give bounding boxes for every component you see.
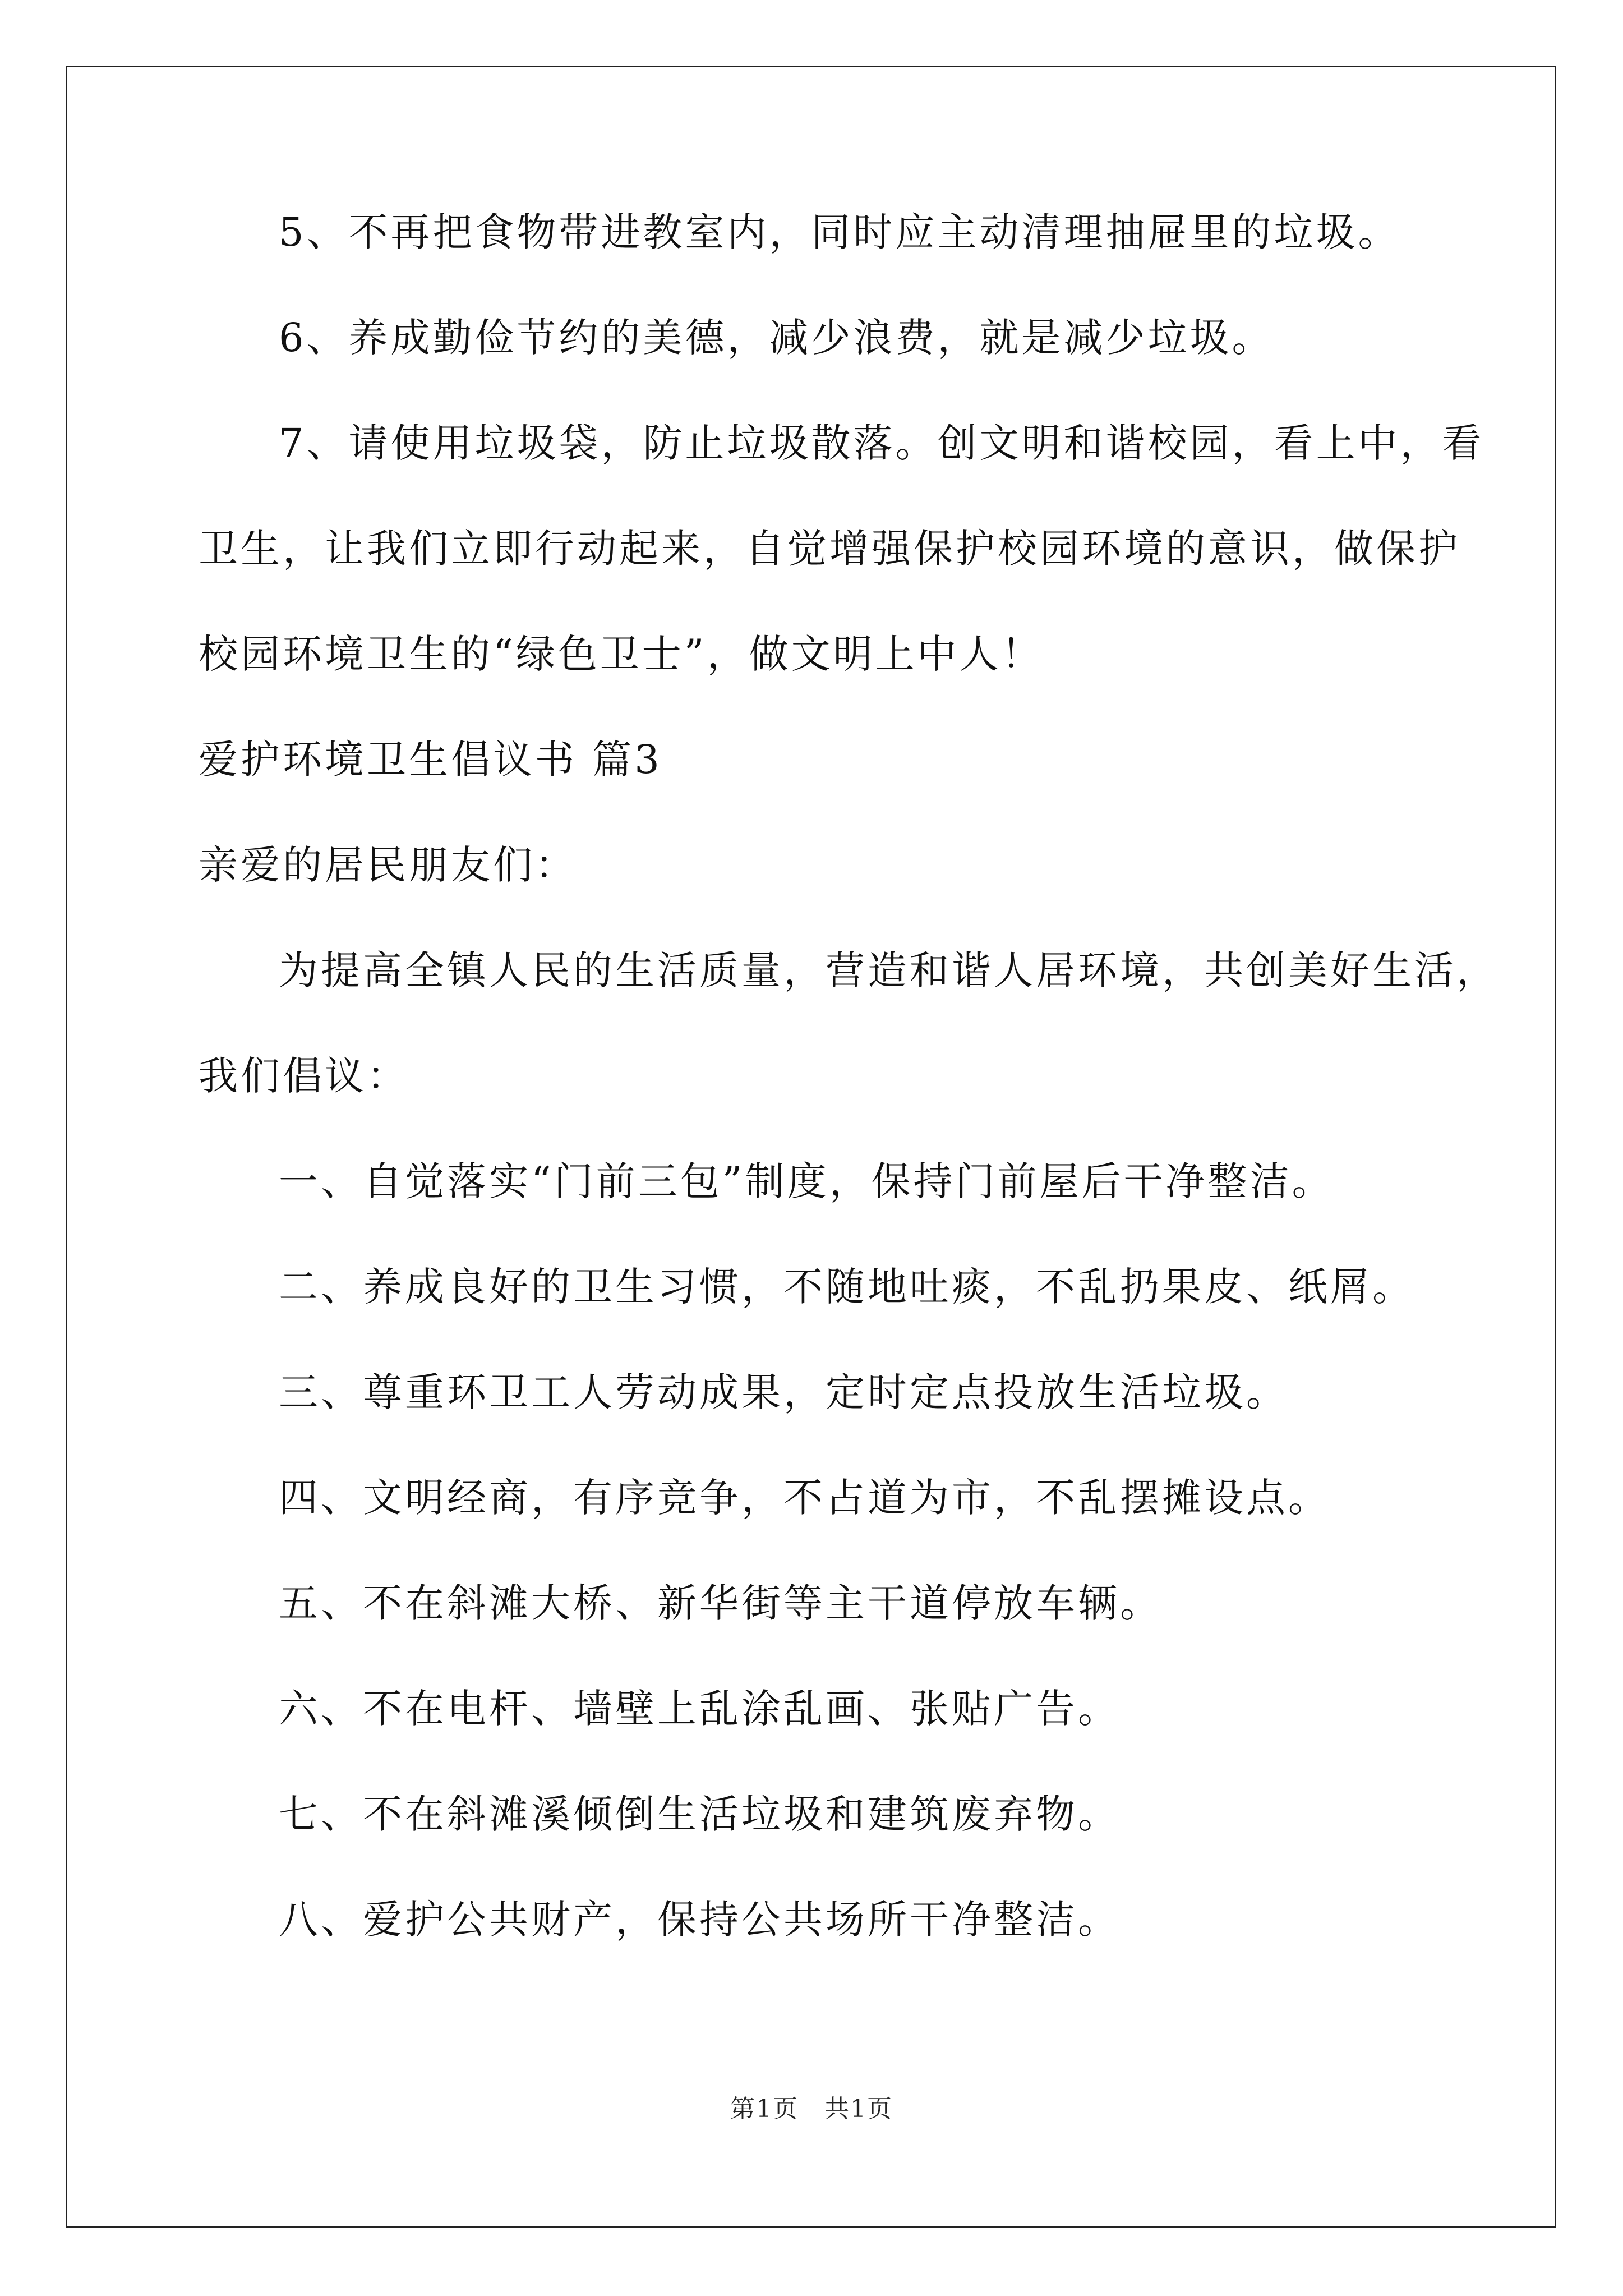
list-item-6: 六、不在电杆、墙壁上乱涂乱画、张贴广告。 <box>279 1686 1120 1732</box>
list-item-3: 三、尊重环卫工人劳动成果，定时定点投放生活垃圾。 <box>279 1369 1288 1415</box>
paragraph-line-6: 为提高全镇人民的生活质量，营造和谐人居环境，共创美好生活， <box>279 947 1498 993</box>
paragraph-line-2: 6、养成勤俭节约的美德，减少浪费，就是减少垃圾。 <box>279 315 1274 361</box>
paragraph-line-1: 5、不再把食物带进教室内，同时应主动清理抽屉里的垃圾。 <box>279 209 1400 255</box>
page-footer: 第1页 共1页 <box>730 2095 893 2123</box>
paragraph-line-7: 我们倡议： <box>199 1053 409 1099</box>
list-item-4: 四、文明经商，有序竞争，不占道为市，不乱摆摊设点。 <box>279 1475 1330 1521</box>
list-item-2: 二、养成良好的卫生习惯，不随地吐痰，不乱扔果皮、纸屑。 <box>279 1264 1414 1310</box>
paragraph-line-4: 卫生，让我们立即行动起来，自觉增强保护校园环境的意识，做保护 <box>199 526 1460 572</box>
paragraph-line-3: 7、请使用垃圾袋，防止垃圾散落。创文明和谐校园，看上中，看 <box>279 420 1484 466</box>
list-item-5: 五、不在斜滩大桥、新华街等主干道停放车辆。 <box>279 1580 1162 1626</box>
paragraph-line-5: 校园环境卫生的“绿色卫士”，做文明上中人！ <box>199 631 1044 677</box>
list-item-1: 一、自觉落实“门前三包”制度，保持门前屋后干净整洁。 <box>279 1158 1334 1204</box>
list-item-7: 七、不在斜滩溪倾倒生活垃圾和建筑废弃物。 <box>279 1791 1120 1837</box>
salutation: 亲爱的居民朋友们： <box>199 842 577 888</box>
section-heading: 爱护环境卫生倡议书 篇3 <box>199 737 662 783</box>
list-item-8: 八、爱护公共财产，保持公共场所干净整洁。 <box>279 1897 1120 1943</box>
